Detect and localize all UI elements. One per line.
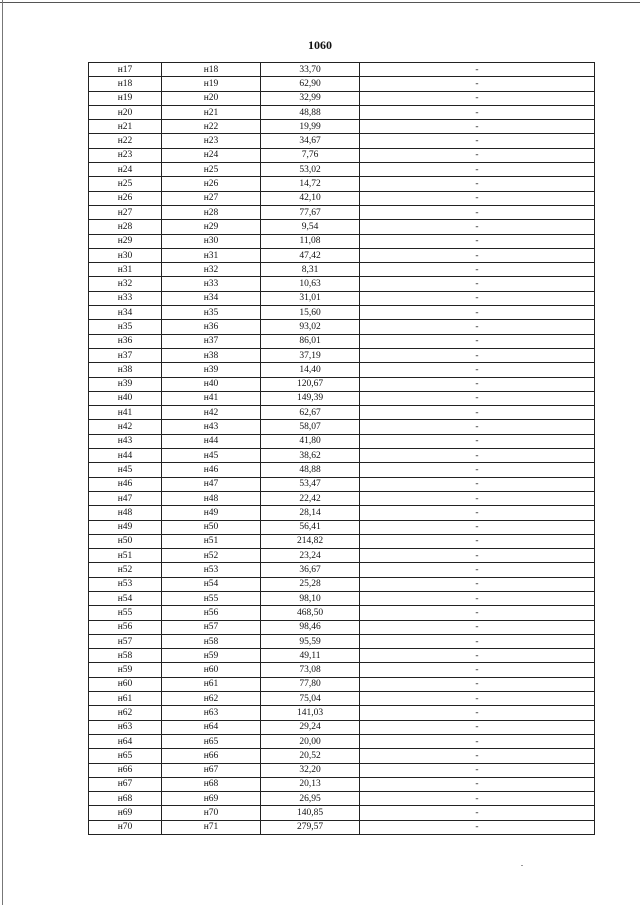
from-point-cell: н50 — [89, 534, 162, 548]
table-row — [89, 248, 595, 262]
note-cell: - — [360, 749, 595, 763]
table-row — [89, 77, 595, 91]
to-point-cell: н38 — [162, 348, 261, 362]
from-point-cell: н59 — [89, 663, 162, 677]
page-border-left — [2, 0, 3, 905]
to-point-cell: н70 — [162, 806, 261, 820]
distance-cell: 10,63 — [261, 277, 360, 291]
distance-cell: 73,08 — [261, 663, 360, 677]
from-point-cell: н69 — [89, 806, 162, 820]
table-row — [89, 792, 595, 806]
from-point-cell: н33 — [89, 291, 162, 305]
from-point-cell: н26 — [89, 191, 162, 205]
from-point-cell: н67 — [89, 777, 162, 791]
to-point-cell: н30 — [162, 234, 261, 248]
to-point-cell: н27 — [162, 191, 261, 205]
to-point-cell: н46 — [162, 463, 261, 477]
note-cell: - — [360, 334, 595, 348]
table-row — [89, 406, 595, 420]
to-point-cell: н65 — [162, 734, 261, 748]
from-point-cell: н64 — [89, 734, 162, 748]
table-row — [89, 706, 595, 720]
from-point-cell: н60 — [89, 677, 162, 691]
to-point-cell: н32 — [162, 263, 261, 277]
note-cell: - — [360, 506, 595, 520]
table-row — [89, 720, 595, 734]
note-cell: - — [360, 692, 595, 706]
note-cell: - — [360, 234, 595, 248]
table-row — [89, 320, 595, 334]
table-row — [89, 677, 595, 691]
note-cell: - — [360, 649, 595, 663]
note-cell: - — [360, 491, 595, 505]
to-point-cell: н39 — [162, 363, 261, 377]
distance-cell: 23,24 — [261, 549, 360, 563]
table-row — [89, 463, 595, 477]
note-cell: - — [360, 163, 595, 177]
from-point-cell: н49 — [89, 520, 162, 534]
from-point-cell: н28 — [89, 220, 162, 234]
from-point-cell: н44 — [89, 449, 162, 463]
note-cell: - — [360, 120, 595, 134]
from-point-cell: н51 — [89, 549, 162, 563]
note-cell: - — [360, 320, 595, 334]
note-cell: - — [360, 777, 595, 791]
to-point-cell: н57 — [162, 620, 261, 634]
note-cell: - — [360, 348, 595, 362]
distance-cell: 31,01 — [261, 291, 360, 305]
to-point-cell: н37 — [162, 334, 261, 348]
note-cell: - — [360, 134, 595, 148]
table-row — [89, 577, 595, 591]
distance-cell: 8,31 — [261, 263, 360, 277]
from-point-cell: н61 — [89, 692, 162, 706]
to-point-cell: н47 — [162, 477, 261, 491]
from-point-cell: н66 — [89, 763, 162, 777]
from-point-cell: н39 — [89, 377, 162, 391]
scan-speck — [521, 865, 523, 866]
distance-cell: 19,99 — [261, 120, 360, 134]
distance-cell: 20,00 — [261, 734, 360, 748]
distance-cell: 86,01 — [261, 334, 360, 348]
to-point-cell: н54 — [162, 577, 261, 591]
distance-cell: 98,46 — [261, 620, 360, 634]
table-row — [89, 634, 595, 648]
note-cell: - — [360, 563, 595, 577]
from-point-cell: н56 — [89, 620, 162, 634]
table-row — [89, 391, 595, 405]
note-cell: - — [360, 77, 595, 91]
note-cell: - — [360, 177, 595, 191]
table-row — [89, 606, 595, 620]
table-row — [89, 506, 595, 520]
from-point-cell: н68 — [89, 792, 162, 806]
note-cell: - — [360, 591, 595, 605]
note-cell: - — [360, 549, 595, 563]
table-row — [89, 549, 595, 563]
to-point-cell: н60 — [162, 663, 261, 677]
note-cell: - — [360, 663, 595, 677]
from-point-cell: н23 — [89, 148, 162, 162]
to-point-cell: н68 — [162, 777, 261, 791]
note-cell: - — [360, 205, 595, 219]
to-point-cell: н44 — [162, 434, 261, 448]
table-row — [89, 105, 595, 119]
table-row — [89, 491, 595, 505]
table-row — [89, 306, 595, 320]
from-point-cell: н37 — [89, 348, 162, 362]
distance-cell: 28,14 — [261, 506, 360, 520]
from-point-cell: н21 — [89, 120, 162, 134]
distance-cell: 468,50 — [261, 606, 360, 620]
table-row — [89, 291, 595, 305]
to-point-cell: н67 — [162, 763, 261, 777]
distance-cell: 56,41 — [261, 520, 360, 534]
table-row — [89, 163, 595, 177]
page-number: 1060 — [308, 38, 332, 52]
note-cell: - — [360, 277, 595, 291]
note-cell: - — [360, 406, 595, 420]
from-point-cell: н25 — [89, 177, 162, 191]
to-point-cell: н51 — [162, 534, 261, 548]
from-point-cell: н38 — [89, 363, 162, 377]
table-row — [89, 563, 595, 577]
to-point-cell: н25 — [162, 163, 261, 177]
table-row — [89, 820, 595, 834]
distance-cell: 9,54 — [261, 220, 360, 234]
table-row — [89, 348, 595, 362]
to-point-cell: н55 — [162, 591, 261, 605]
note-cell: - — [360, 820, 595, 834]
to-point-cell: н50 — [162, 520, 261, 534]
distance-cell: 279,57 — [261, 820, 360, 834]
distance-cell: 214,82 — [261, 534, 360, 548]
to-point-cell: н23 — [162, 134, 261, 148]
distance-cell: 47,42 — [261, 248, 360, 262]
distance-cell: 62,67 — [261, 406, 360, 420]
from-point-cell: н31 — [89, 263, 162, 277]
from-point-cell: н29 — [89, 234, 162, 248]
table-row — [89, 434, 595, 448]
distance-cell: 53,47 — [261, 477, 360, 491]
to-point-cell: н45 — [162, 449, 261, 463]
note-cell: - — [360, 306, 595, 320]
to-point-cell: н53 — [162, 563, 261, 577]
to-point-cell: н36 — [162, 320, 261, 334]
note-cell: - — [360, 63, 595, 77]
from-point-cell: н53 — [89, 577, 162, 591]
table-row — [89, 449, 595, 463]
note-cell: - — [360, 463, 595, 477]
boundary-segments-table — [88, 62, 595, 835]
note-cell: - — [360, 105, 595, 119]
distance-cell: 58,07 — [261, 420, 360, 434]
to-point-cell: н64 — [162, 720, 261, 734]
distance-cell: 53,02 — [261, 163, 360, 177]
note-cell: - — [360, 763, 595, 777]
from-point-cell: н27 — [89, 205, 162, 219]
note-cell: - — [360, 434, 595, 448]
to-point-cell: н26 — [162, 177, 261, 191]
from-point-cell: н46 — [89, 477, 162, 491]
to-point-cell: н48 — [162, 491, 261, 505]
from-point-cell: н22 — [89, 134, 162, 148]
distance-cell: 32,99 — [261, 91, 360, 105]
table-row — [89, 120, 595, 134]
table-row — [89, 234, 595, 248]
from-point-cell: н41 — [89, 406, 162, 420]
table-row — [89, 363, 595, 377]
note-cell: - — [360, 191, 595, 205]
from-point-cell: н18 — [89, 77, 162, 91]
to-point-cell: н43 — [162, 420, 261, 434]
distance-cell: 20,13 — [261, 777, 360, 791]
from-point-cell: н35 — [89, 320, 162, 334]
distance-cell: 49,11 — [261, 649, 360, 663]
to-point-cell: н69 — [162, 792, 261, 806]
table-row — [89, 63, 595, 77]
note-cell: - — [360, 734, 595, 748]
note-cell: - — [360, 792, 595, 806]
distance-cell: 41,80 — [261, 434, 360, 448]
table-row — [89, 620, 595, 634]
note-cell: - — [360, 148, 595, 162]
table-row — [89, 177, 595, 191]
to-point-cell: н58 — [162, 634, 261, 648]
table-row — [89, 534, 595, 548]
distance-cell: 38,62 — [261, 449, 360, 463]
table-row — [89, 591, 595, 605]
page-border-top — [0, 2, 640, 3]
to-point-cell: н52 — [162, 549, 261, 563]
distance-cell: 141,03 — [261, 706, 360, 720]
from-point-cell: н52 — [89, 563, 162, 577]
distance-cell: 77,67 — [261, 205, 360, 219]
distance-cell: 149,39 — [261, 391, 360, 405]
from-point-cell: н42 — [89, 420, 162, 434]
distance-cell: 14,40 — [261, 363, 360, 377]
note-cell: - — [360, 706, 595, 720]
to-point-cell: н66 — [162, 749, 261, 763]
distance-cell: 48,88 — [261, 463, 360, 477]
note-cell: - — [360, 634, 595, 648]
to-point-cell: н33 — [162, 277, 261, 291]
to-point-cell: н34 — [162, 291, 261, 305]
from-point-cell: н30 — [89, 248, 162, 262]
table-row — [89, 649, 595, 663]
table-row — [89, 806, 595, 820]
distance-cell: 77,80 — [261, 677, 360, 691]
table-row — [89, 663, 595, 677]
from-point-cell: н55 — [89, 606, 162, 620]
table-body — [89, 63, 595, 835]
from-point-cell: н70 — [89, 820, 162, 834]
to-point-cell: н56 — [162, 606, 261, 620]
distance-cell: 7,76 — [261, 148, 360, 162]
to-point-cell: н63 — [162, 706, 261, 720]
from-point-cell: н58 — [89, 649, 162, 663]
table-row — [89, 749, 595, 763]
note-cell: - — [360, 677, 595, 691]
from-point-cell: н63 — [89, 720, 162, 734]
to-point-cell: н42 — [162, 406, 261, 420]
distance-cell: 29,24 — [261, 720, 360, 734]
note-cell: - — [360, 720, 595, 734]
note-cell: - — [360, 620, 595, 634]
to-point-cell: н71 — [162, 820, 261, 834]
note-cell: - — [360, 534, 595, 548]
from-point-cell: н43 — [89, 434, 162, 448]
from-point-cell: н34 — [89, 306, 162, 320]
from-point-cell: н62 — [89, 706, 162, 720]
distance-cell: 37,19 — [261, 348, 360, 362]
note-cell: - — [360, 520, 595, 534]
from-point-cell: н65 — [89, 749, 162, 763]
distance-cell: 34,67 — [261, 134, 360, 148]
note-cell: - — [360, 377, 595, 391]
distance-cell: 25,28 — [261, 577, 360, 591]
distance-cell: 75,04 — [261, 692, 360, 706]
from-point-cell: н40 — [89, 391, 162, 405]
distance-cell: 15,60 — [261, 306, 360, 320]
distance-cell: 140,85 — [261, 806, 360, 820]
distance-cell: 11,08 — [261, 234, 360, 248]
note-cell: - — [360, 248, 595, 262]
table-row — [89, 263, 595, 277]
to-point-cell: н24 — [162, 148, 261, 162]
to-point-cell: н28 — [162, 205, 261, 219]
note-cell: - — [360, 606, 595, 620]
distance-cell: 36,67 — [261, 563, 360, 577]
table-row — [89, 91, 595, 105]
to-point-cell: н41 — [162, 391, 261, 405]
table-row — [89, 777, 595, 791]
from-point-cell: н19 — [89, 91, 162, 105]
table-row — [89, 277, 595, 291]
table-row — [89, 477, 595, 491]
to-point-cell: н49 — [162, 506, 261, 520]
to-point-cell: н18 — [162, 63, 261, 77]
to-point-cell: н20 — [162, 91, 261, 105]
to-point-cell: н59 — [162, 649, 261, 663]
distance-cell: 48,88 — [261, 105, 360, 119]
table-row — [89, 220, 595, 234]
note-cell: - — [360, 477, 595, 491]
table-row — [89, 134, 595, 148]
from-point-cell: н45 — [89, 463, 162, 477]
table-row — [89, 377, 595, 391]
distance-cell: 95,59 — [261, 634, 360, 648]
note-cell: - — [360, 291, 595, 305]
distance-cell: 93,02 — [261, 320, 360, 334]
table-row — [89, 763, 595, 777]
from-point-cell: н57 — [89, 634, 162, 648]
table-row — [89, 520, 595, 534]
note-cell: - — [360, 420, 595, 434]
to-point-cell: н61 — [162, 677, 261, 691]
table-row — [89, 692, 595, 706]
table-row — [89, 148, 595, 162]
from-point-cell: н24 — [89, 163, 162, 177]
to-point-cell: н40 — [162, 377, 261, 391]
to-point-cell: н21 — [162, 105, 261, 119]
from-point-cell: н20 — [89, 105, 162, 119]
from-point-cell: н54 — [89, 591, 162, 605]
table-row — [89, 734, 595, 748]
from-point-cell: н36 — [89, 334, 162, 348]
distance-cell: 26,95 — [261, 792, 360, 806]
from-point-cell: н32 — [89, 277, 162, 291]
distance-cell: 120,67 — [261, 377, 360, 391]
table-row — [89, 334, 595, 348]
note-cell: - — [360, 449, 595, 463]
to-point-cell: н29 — [162, 220, 261, 234]
distance-cell: 14,72 — [261, 177, 360, 191]
distance-cell: 22,42 — [261, 491, 360, 505]
from-point-cell: н48 — [89, 506, 162, 520]
distance-cell: 42,10 — [261, 191, 360, 205]
to-point-cell: н22 — [162, 120, 261, 134]
note-cell: - — [360, 363, 595, 377]
to-point-cell: н62 — [162, 692, 261, 706]
table-row — [89, 205, 595, 219]
table-row — [89, 191, 595, 205]
note-cell: - — [360, 263, 595, 277]
to-point-cell: н35 — [162, 306, 261, 320]
to-point-cell: н19 — [162, 77, 261, 91]
distance-cell: 20,52 — [261, 749, 360, 763]
distance-cell: 98,10 — [261, 591, 360, 605]
to-point-cell: н31 — [162, 248, 261, 262]
from-point-cell: н47 — [89, 491, 162, 505]
distance-cell: 62,90 — [261, 77, 360, 91]
note-cell: - — [360, 577, 595, 591]
note-cell: - — [360, 391, 595, 405]
distance-cell: 32,20 — [261, 763, 360, 777]
table-row — [89, 420, 595, 434]
note-cell: - — [360, 91, 595, 105]
note-cell: - — [360, 806, 595, 820]
from-point-cell: н17 — [89, 63, 162, 77]
distance-cell: 33,70 — [261, 63, 360, 77]
note-cell: - — [360, 220, 595, 234]
